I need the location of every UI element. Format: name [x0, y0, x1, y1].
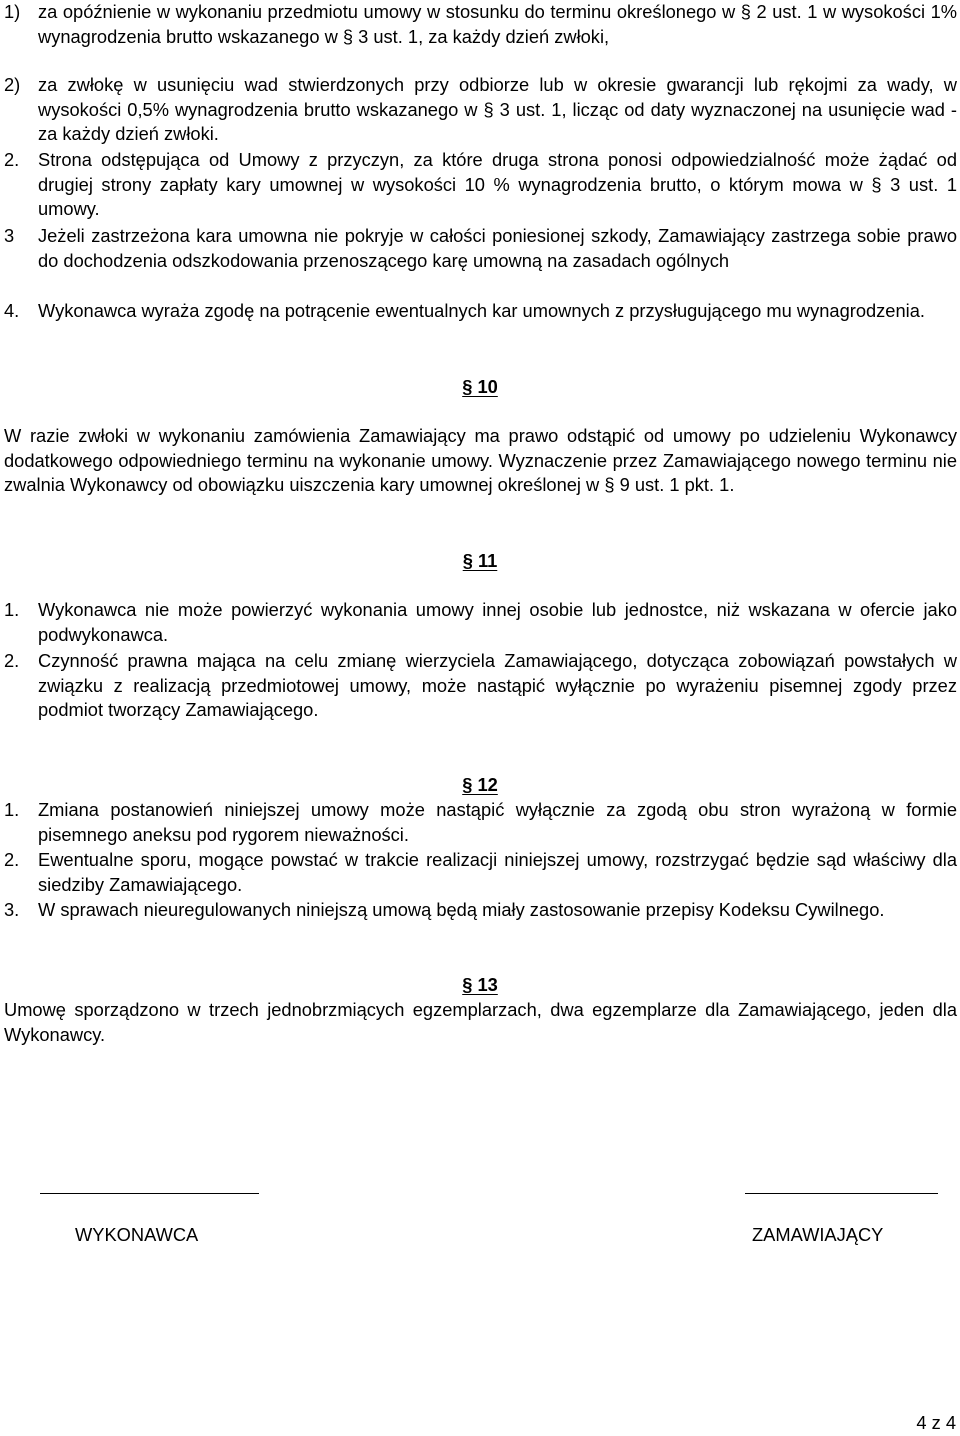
list-item — [4, 798, 957, 847]
list-item — [4, 598, 957, 647]
list-text: Czynność prawna mająca na celu zmianę wierzyciela Zamawiającego, dotycząca zobowiązań powstałych w związku z realizacją przedmiotowej umowy, może nastąpić wyłącznie po wyrażeniu pisemnej zgody przez podmiot tworzący Zamawiającego. — [38, 650, 957, 720]
section-heading-10: § 10 — [462, 376, 498, 397]
section-heading-13: § 13 — [462, 974, 498, 995]
list-number: 3 — [4, 225, 15, 246]
section-heading-12: § 12 — [462, 774, 498, 795]
list-number: 3. — [4, 899, 20, 920]
signature-label-ordering-party: ZAMAWIAJĄCY — [752, 1224, 884, 1245]
page-number: 4 z 4 — [916, 1412, 956, 1433]
list-item — [4, 299, 957, 324]
list-number: 1. — [4, 799, 20, 820]
list-text: Wykonawca nie może powierzyć wykonania umowy innej osobie lub jednostce, niż wskazana w ofercie jako podwykonawca. — [38, 599, 957, 645]
signature-line-left — [40, 1193, 259, 1194]
list-text: Ewentualne sporu, mogące powstać w trakcie realizacji niniejszej umowy, rozstrzygać będzie sąd właściwy dla siedziby Zamawiającego. — [38, 849, 957, 895]
list-item — [4, 148, 957, 222]
list-item — [4, 649, 957, 723]
list-number: 1) — [4, 1, 21, 22]
list-text: Wykonawca wyraża zgodę na potrącenie ewentualnych kar umownych z przysługującego mu wynagrodzenia. — [38, 300, 925, 321]
list-item — [4, 0, 957, 49]
list-text: W sprawach nieuregulowanych niniejszą umową będą miały zastosowanie przepisy Kodeksu Cywilnego. — [38, 899, 885, 920]
list-number: 2. — [4, 149, 20, 170]
list-number: 1. — [4, 599, 20, 620]
list-text: Jeżeli zastrzeżona kara umowna nie pokryje w całości poniesionej szkody, Zamawiający zastrzega sobie prawo do dochodzenia odszkodowania przenoszącego karę umowną na zasadach ogólnych — [38, 225, 957, 271]
list-item — [4, 898, 957, 923]
list-item — [4, 848, 957, 897]
signature-label-contractor: WYKONAWCA — [75, 1224, 199, 1245]
list-number: 2. — [4, 650, 20, 671]
list-text: za zwłokę w usunięciu wad stwierdzonych przy odbiorze lub w okresie gwarancji lub rękojmi za wady, w wysokości 0,5% wynagrodzenia brutto wskazanego w § 3 ust. 1, licząc od daty wyznaczonej na usunięcie wad - za każdy dzień zwłoki. — [38, 74, 957, 144]
list-number: 2. — [4, 849, 20, 870]
section-10-paragraph: W razie zwłoki w wykonaniu zamówienia Zamawiający ma prawo odstąpić od umowy po udzieleniu Wykonawcy dodatkowego odpowiedniego terminu na wykonanie umowy. Wyznaczenie przez Zamawiającego nowego terminu nie zwalnia Wykonawcy od obowiązku uiszczenia kary umownej określonej w § 9 ust. 1 pkt. 1. — [4, 425, 957, 495]
section-heading-11: § 11 — [462, 550, 498, 571]
section-13-paragraph: Umowę sporządzono w trzech jednobrzmiących egzemplarzach, dwa egzemplarze dla Zamawiającego, jeden dla Wykonawcy. — [4, 999, 957, 1045]
list-item — [4, 73, 957, 147]
list-text: Zmiana postanowień niniejszej umowy może nastąpić wyłącznie za zgodą obu stron wyrażoną w formie pisemnego aneksu pod rygorem nieważności. — [38, 799, 957, 845]
list-number: 4. — [4, 300, 20, 321]
list-text: Strona odstępująca od Umowy z przyczyn, za które druga strona ponosi odpowiedzialność może żądać od drugiej strony zapłaty kary umownej w wysokości 10 % wynagrodzenia brutto, o którym mowa w § 3 ust. 1 umowy. — [38, 149, 957, 219]
list-number: 2) — [4, 74, 21, 95]
list-item — [4, 224, 957, 273]
signature-line-right — [745, 1193, 938, 1194]
list-text: za opóźnienie w wykonaniu przedmiotu umowy w stosunku do terminu określonego w § 2 ust. 1 w wysokości 1% wynagrodzenia brutto wskazanego w § 3 ust. 1, za każdy dzień zwłoki, — [38, 1, 957, 47]
